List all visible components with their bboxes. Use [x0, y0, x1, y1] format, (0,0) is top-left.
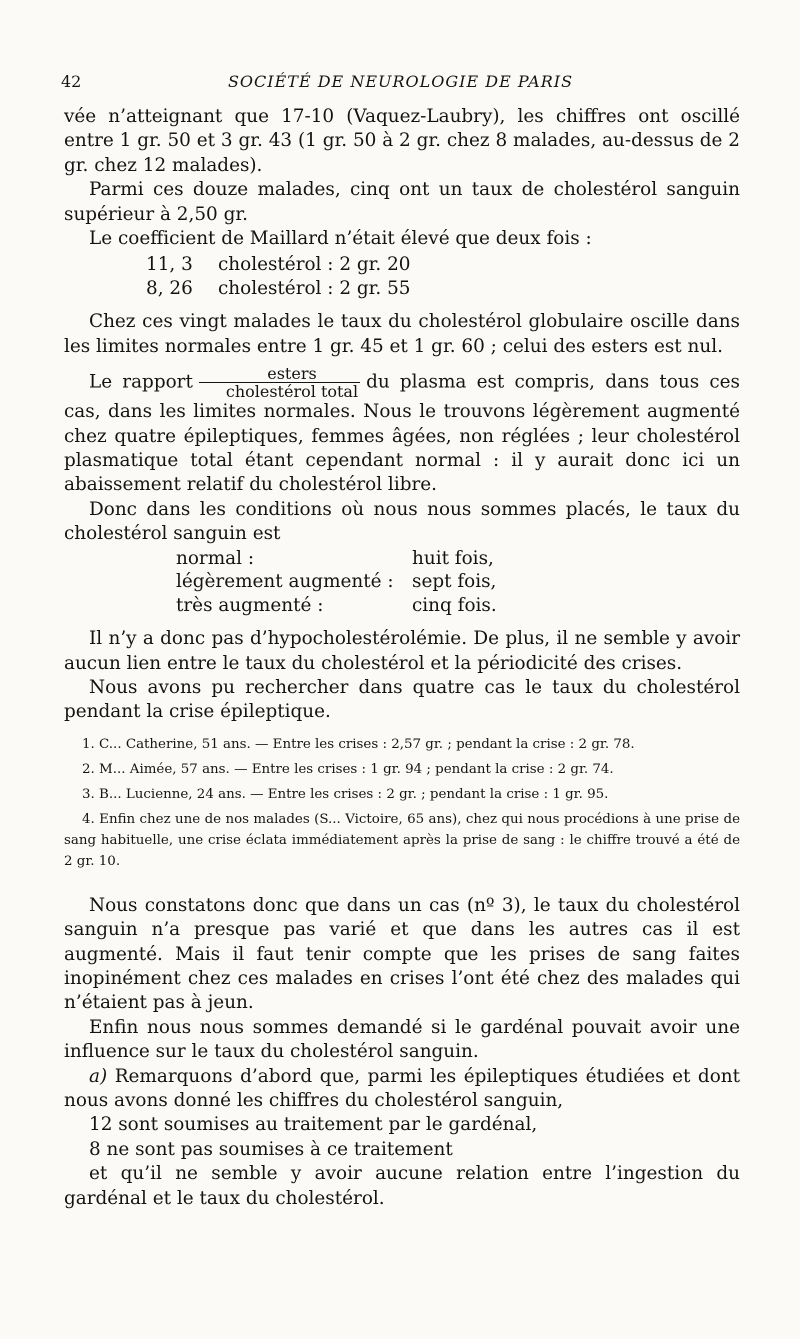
level-label: légèrement augmenté :: [176, 571, 394, 593]
list-item: 4. Enfin chez une de nos malades (S... Victoire, 65 ans), chez qui nous procédions à une prise de sang habituelle, une crise éclata immédiatement après la prise de sang : le chiffre trouvé a été de 2 gr. 10.: [64, 811, 740, 869]
paragraph-text: Remarquons d’abord que, parmi les épileptiques étudiées et dont nous avons donné les chiffres du cholestérol sanguin,: [64, 1065, 740, 1112]
list-item: 1. C... Catherine, 51 ans. — Entre les crises : 2,57 gr. ; pendant la crise : 2 gr. 78.: [82, 736, 635, 752]
page-number: 42: [61, 72, 82, 91]
paragraph: 8 ne sont pas soumises à ce traitement: [89, 1138, 453, 1160]
paragraph: Le coefficient de Maillard n’était élevé que deux fois :: [89, 228, 592, 250]
ratio-text: du plasma est compris, dans tous ces cas, dans les limites normales. Nous le trouvons légèrement augmenté chez quatre épileptiques, femmes âgées, non réglées ; leur cholestérol plasmatique total étant cependant normal : il y aurait donc ici un abaissement relatif du cholestérol libre.: [64, 371, 740, 496]
ratio-intro: Le rapport: [89, 371, 193, 393]
paragraph: Parmi ces douze malades, cinq ont un taux de cholestérol sanguin supérieur à 2,50 gr.: [64, 179, 740, 225]
ratio-paragraph: [64, 365, 740, 498]
page-body: [64, 105, 740, 1211]
list-marker: a): [89, 1065, 108, 1087]
fraction-denominator: cholestérol total: [225, 382, 359, 402]
table-row: [176, 570, 497, 594]
cholesterol-value: cholestérol : 2 gr. 55: [218, 277, 411, 299]
list-item: 2. M... Aimée, 57 ans. — Entre les crises : 1 gr. 94 ; pendant la crise : 2 gr. 74.: [82, 761, 614, 777]
level-label: normal :: [176, 547, 255, 569]
level-label: très augmenté :: [176, 594, 324, 616]
paragraph: et qu’il ne semble y avoir aucune relation entre l’ingestion du gardénal et le taux du cholestérol.: [64, 1163, 740, 1209]
coefficient-value: 8, 26: [146, 277, 193, 299]
paragraph: Chez ces vingt malades le taux du cholestérol globulaire oscille dans les limites normales entre 1 gr. 45 et 1 gr. 60 ; celui des esters est nul.: [64, 311, 740, 357]
paragraph: Enfin nous nous sommes demandé si le gardénal pouvait avoir une influence sur le taux du cholestérol sanguin.: [64, 1016, 740, 1063]
ratio-fraction: [199, 365, 360, 400]
paragraph: Donc dans les conditions où nous nous sommes placés, le taux du cholestérol sanguin est: [64, 498, 740, 545]
page-header: [61, 72, 740, 96]
running-title: SOCIÉTÉ DE NEUROLOGIE DE PARIS: [227, 72, 574, 91]
list-item: 3. B... Lucienne, 24 ans. — Entre les crises : 2 gr. ; pendant la crise : 1 gr. 95.: [82, 786, 609, 802]
maillard-coefficient-table: [146, 253, 411, 300]
coefficient-value: 11, 3: [146, 254, 193, 276]
level-count: sept fois,: [412, 571, 497, 593]
paragraph: Il n’y a donc pas d’hypocholestérolémie. De plus, il ne semble y avoir aucun lien entre le taux du cholestérol et la périodicité des crises.: [64, 628, 740, 674]
level-count: huit fois,: [412, 547, 494, 569]
table-row: [176, 594, 497, 618]
fraction-numerator: esters: [199, 365, 360, 383]
table-row: [146, 253, 411, 277]
spacer: [64, 882, 740, 894]
level-count: cinq fois.: [412, 594, 497, 616]
paragraph: vée n’atteignant que 17-10 (Vaquez-Laubry), les chiffres ont oscillé entre 1 gr. 50 et 3 gr. 43 (1 gr. 50 à 2 gr. chez 8 malades, au-dessus de 2 gr. chez 12 malades).: [64, 106, 740, 176]
paragraph: [64, 1065, 740, 1114]
table-row: [176, 547, 497, 571]
table-row: [146, 277, 411, 301]
case-list: [64, 734, 740, 872]
paragraph: Nous avons pu rechercher dans quatre cas le taux du cholestérol pendant la crise épileptique.: [64, 677, 740, 723]
cholesterol-value: cholestérol : 2 gr. 20: [218, 254, 411, 276]
paragraph: 12 sont soumises au traitement par le gardénal,: [89, 1114, 538, 1136]
cholesterol-levels-table: [176, 547, 497, 618]
paragraph: Nous constatons donc que dans un cas (nº 3), le taux du cholestérol sanguin n’a presque pas varié et que dans les autres cas il est augmenté. Mais il faut tenir compte que les prises de sang faites inopinément chez ces malades en crises l’ont été chez des malades qui n’étaient pas à jeun.: [64, 894, 740, 1014]
